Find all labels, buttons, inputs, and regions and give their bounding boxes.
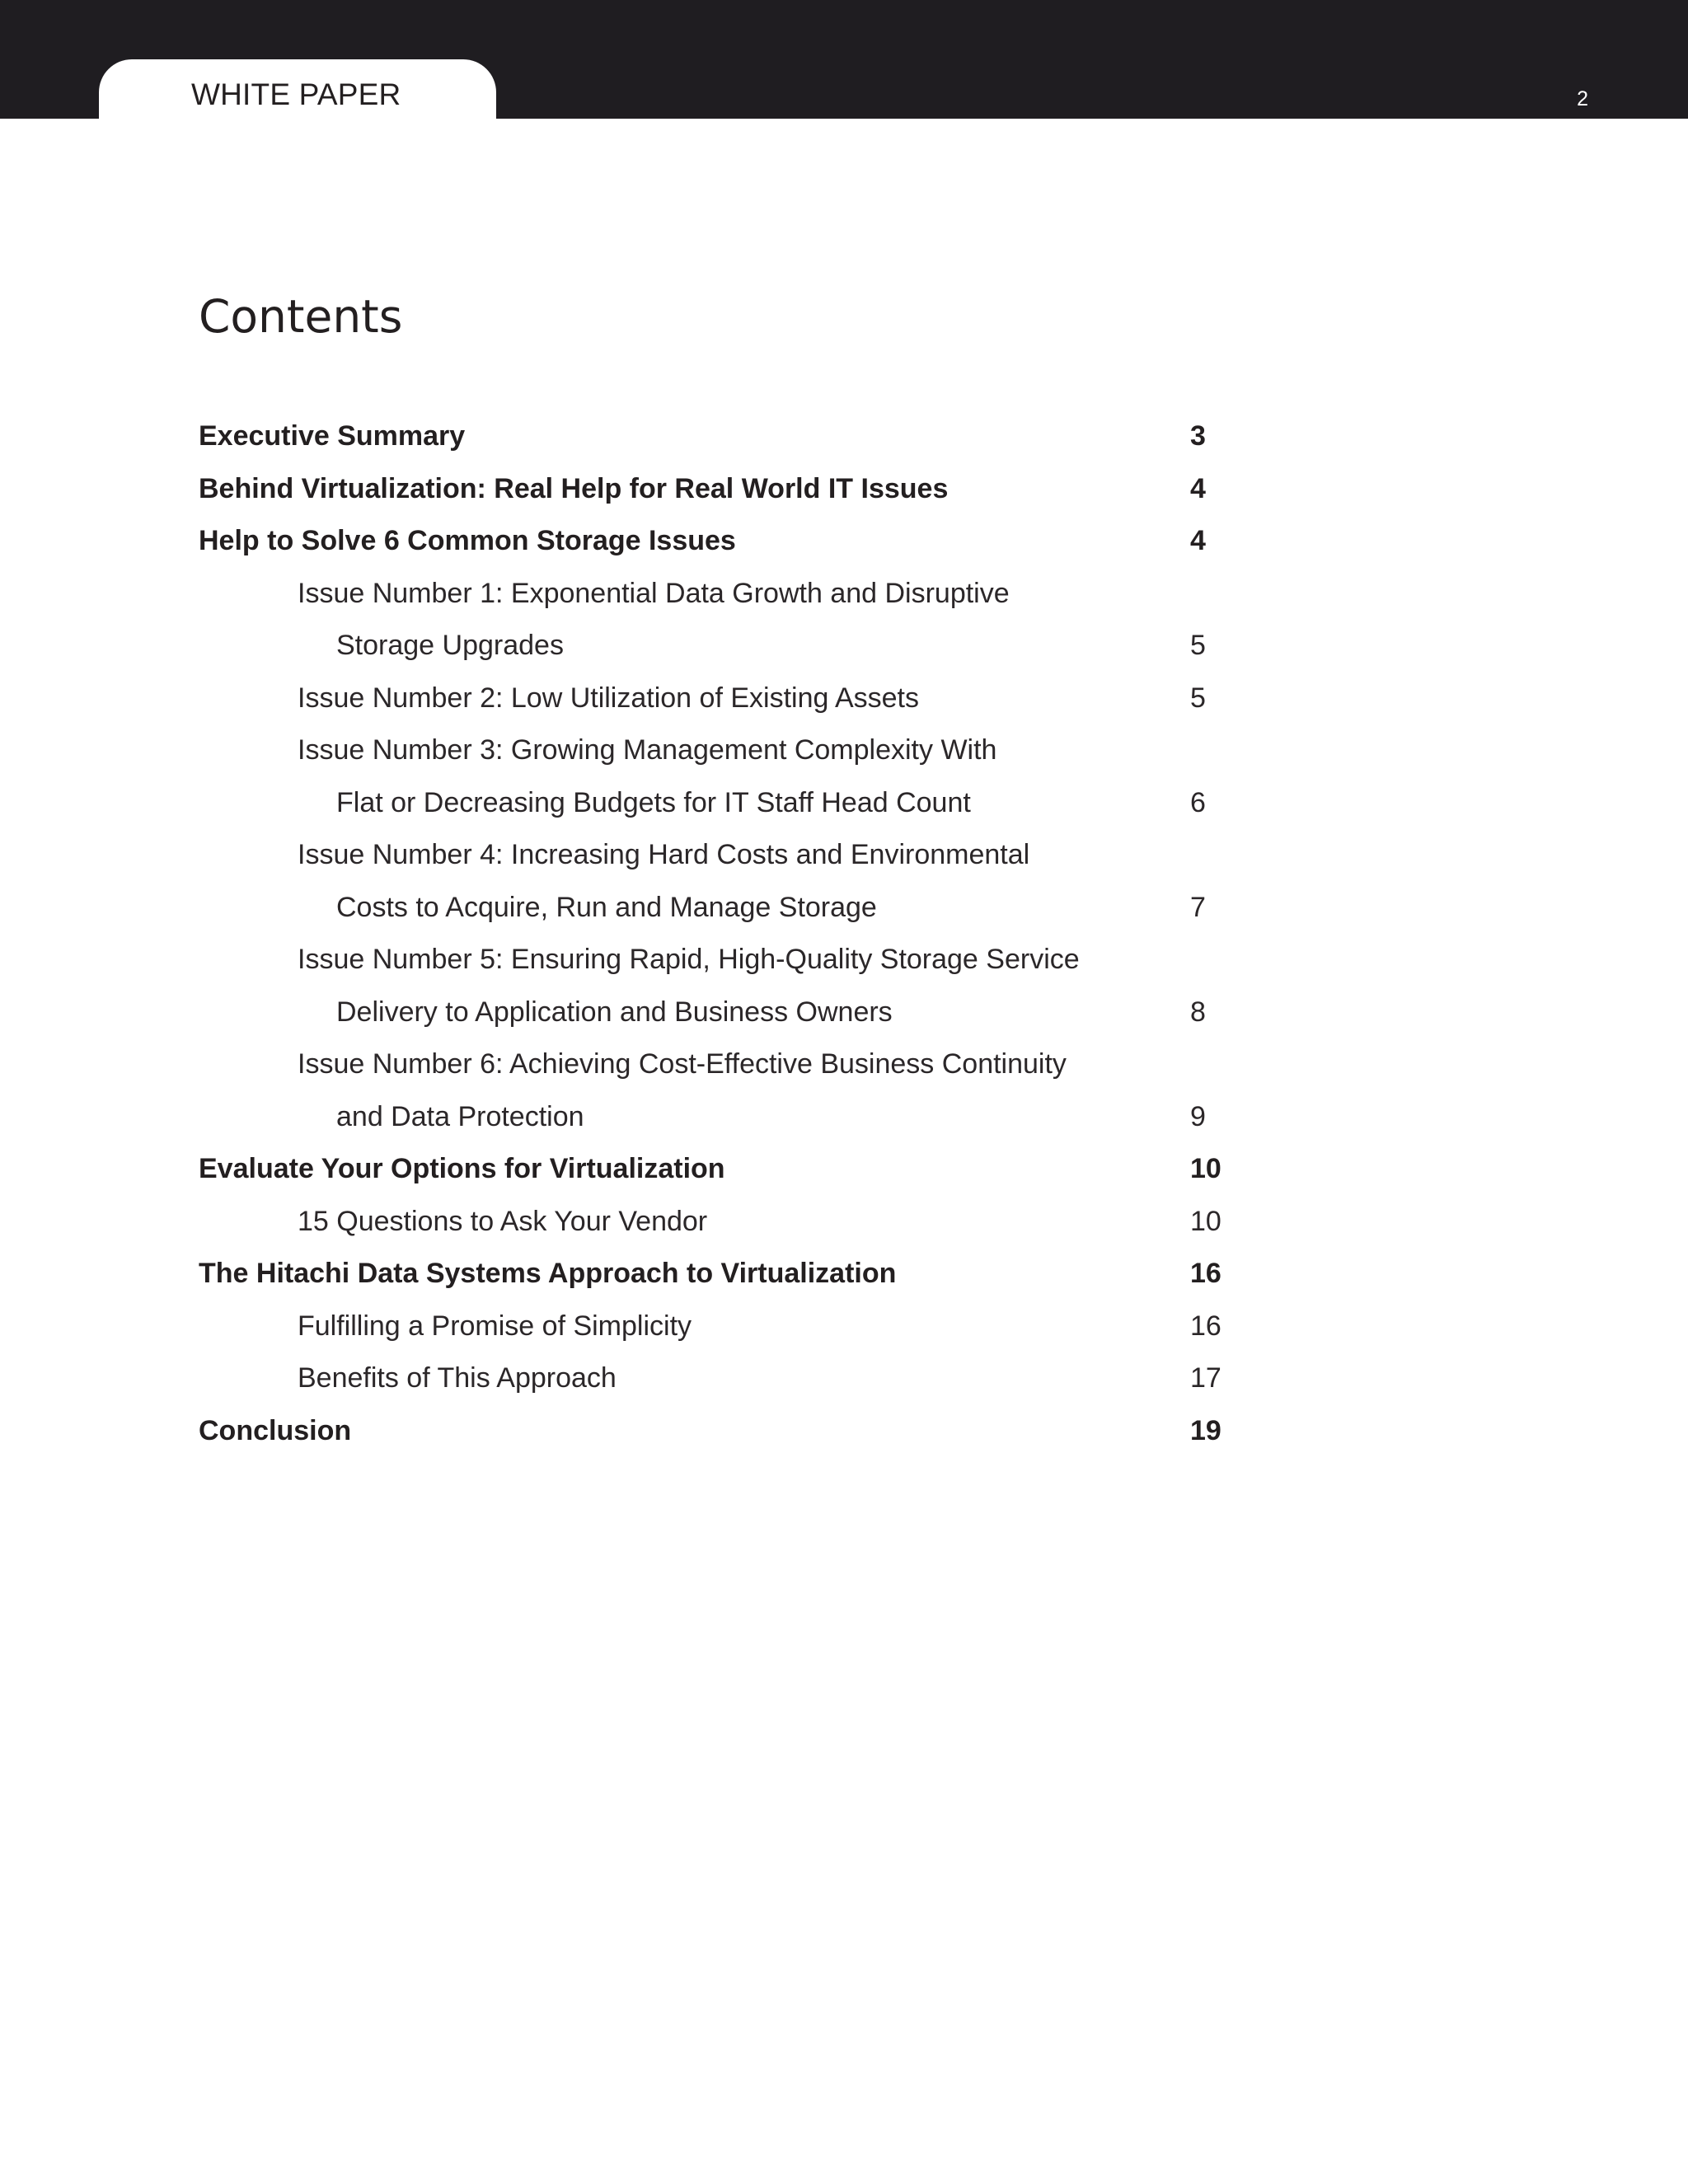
toc-subsection-entry [0,621,1688,670]
toc-entry-title: Issue Number 1: Exponential Data Growth and Disruptive [298,578,1010,609]
toc-entry-title: Flat or Decreasing Budgets for IT Staff Head Count [336,787,971,818]
toc-entry-title: Issue Number 4: Increasing Hard Costs and Environmental [298,839,1030,870]
toc-entry-title: Costs to Acquire, Run and Manage Storage [336,892,877,923]
toc-section-entry [0,1249,1688,1298]
toc-subsection-entry [0,778,1688,827]
toc-entry-title: Issue Number 5: Ensuring Rapid, High-Quality Storage Service [298,944,1080,975]
toc-entry-page-number: 19 [1190,1415,1221,1446]
toc-section-entry [0,516,1688,565]
toc-entry-page-number: 17 [1190,1362,1221,1394]
toc-entry-title: Conclusion [199,1415,352,1446]
toc-subsection-entry [0,1092,1688,1141]
toc-entry-page-number: 10 [1190,1153,1221,1184]
toc-entry-title: The Hitachi Data Systems Approach to Virtualization [199,1258,897,1289]
toc-entry-page-number: 3 [1190,420,1206,452]
document-type-label: WHITE PAPER [191,77,401,111]
contents-heading: Contents [199,290,403,343]
toc-subsection-entry [0,725,1688,775]
toc-entry-title: Fulfilling a Promise of Simplicity [298,1310,692,1342]
toc-entry-title: Behind Virtualization: Real Help for Real World IT Issues [199,473,949,504]
toc-entry-page-number: 4 [1190,473,1206,504]
toc-subsection-entry [0,1353,1688,1403]
toc-entry-title: Help to Solve 6 Common Storage Issues [199,525,736,556]
toc-entry-page-number: 8 [1190,996,1206,1028]
toc-entry-title: Benefits of This Approach [298,1362,617,1394]
toc-subsection-entry [0,830,1688,879]
toc-subsection-entry [0,569,1688,618]
toc-subsection-entry [0,673,1688,723]
toc-entry-title: Delivery to Application and Business Owners [336,996,893,1028]
toc-entry-title: Issue Number 2: Low Utilization of Existing Assets [298,682,919,714]
toc-entry-page-number: 16 [1190,1258,1221,1289]
toc-entry-page-number: 16 [1190,1310,1221,1342]
toc-entry-title: Evaluate Your Options for Virtualization [199,1153,725,1184]
toc-entry-title: Executive Summary [199,420,466,452]
toc-entry-page-number: 5 [1190,630,1206,661]
toc-entry-title: Issue Number 6: Achieving Cost-Effective Business Continuity [298,1048,1067,1080]
toc-entry-page-number: 7 [1190,892,1206,923]
toc-subsection-entry [0,1039,1688,1089]
toc-subsection-entry [0,935,1688,984]
page-number: 2 [1577,87,1588,110]
toc-subsection-entry [0,1301,1688,1351]
toc-entry-page-number: 9 [1190,1101,1206,1132]
toc-entry-page-number: 4 [1190,525,1206,556]
toc-subsection-entry [0,987,1688,1037]
toc-entry-title: Issue Number 3: Growing Management Complexity With [298,734,997,766]
toc-section-entry [0,464,1688,513]
toc-entry-page-number: 10 [1190,1206,1221,1237]
toc-entry-title: Storage Upgrades [336,630,564,661]
toc-entry-page-number: 5 [1190,682,1206,714]
toc-section-entry [0,1406,1688,1455]
toc-entry-page-number: 6 [1190,787,1206,818]
toc-entry-title: and Data Protection [336,1101,584,1132]
toc-section-entry [0,411,1688,461]
toc-subsection-entry [0,883,1688,932]
toc-subsection-entry [0,1197,1688,1246]
toc-entry-title: 15 Questions to Ask Your Vendor [298,1206,708,1237]
toc-section-entry [0,1144,1688,1193]
